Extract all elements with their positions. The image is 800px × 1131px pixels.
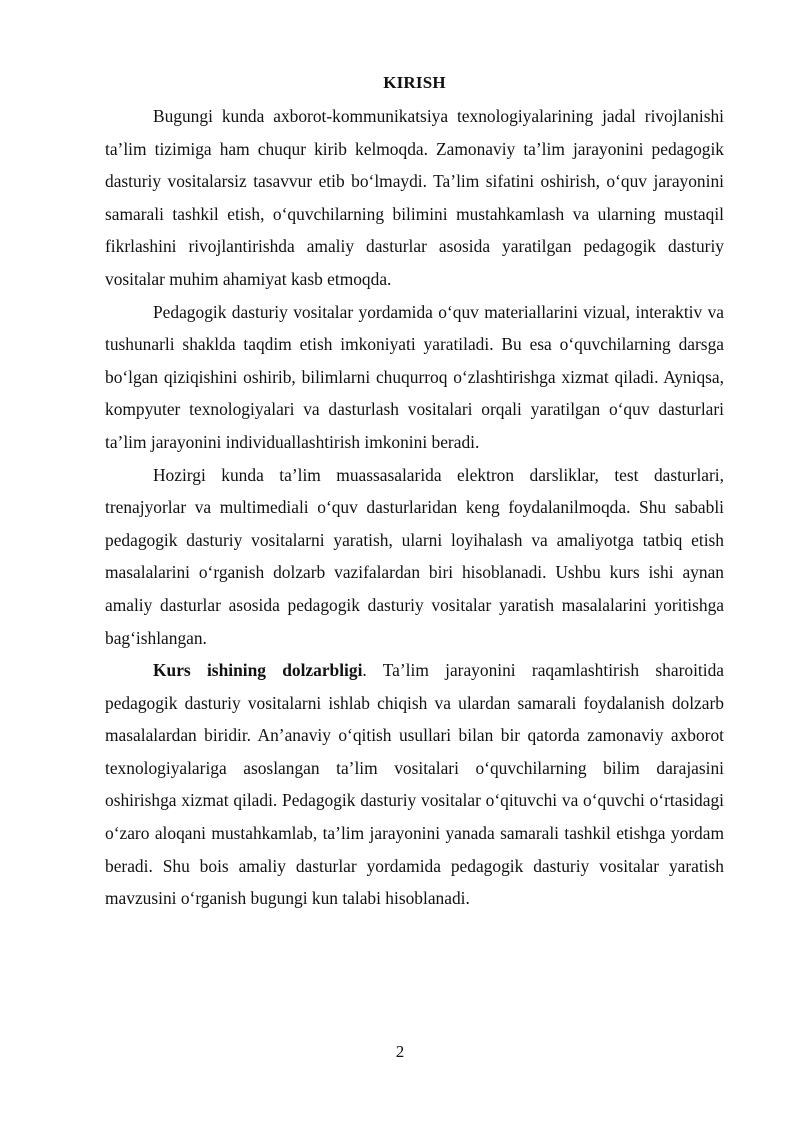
paragraph-4: [105, 654, 724, 915]
paragraph-4-body: . Ta’lim jarayonini raqamlashtirish sharoitida pedagogik dasturiy vositalarni ishlab chiqish va ulardan samarali foydalanish dolzarb masalalardan biridir. An’anaviy o‘qitish usullari bilan bir qatorda zamonaviy axborot texnologiyalariga asoslangan ta’lim vositalari o‘quvchilarning bilim darajasini oshirishga xizmat qiladi. Pedagogik dasturiy vositalar o‘qituvchi va o‘quvchi o‘rtasidagi o‘zaro aloqani mustahkamlab, ta’lim jarayonini yanada samarali tashkil etishga yordam beradi. Shu bois amaliy dasturlar yordamida pedagogik dasturiy vositalar yaratish mavzusini o‘rganish bugungi kun talabi hisoblanadi.: [105, 660, 724, 909]
paragraph-2: Pedagogik dasturiy vositalar yordamida o‘quv materiallarini vizual, interaktiv va tushunarli shaklda taqdim etish imkoniyati yaratiladi. Bu esa o‘quvchilarning darsga bo‘lgan qiziqishini oshirib, bilimlarni chuqurroq o‘zlashtirishga xizmat qiladi. Ayniqsa, kompyuter texnologiyalari va dasturlash vositalari orqali yaratilgan o‘quv dasturlari ta’lim jarayonini individuallashtirish imkonini beradi.: [105, 301, 724, 452]
paragraph-lead-phrase: Kurs ishining dolzarbligi: [153, 660, 363, 681]
paragraph-3: Hozirgi kunda ta’lim muassasalarida elektron darsliklar, test dasturlari, trenajyorlar va multimediali o‘quv dasturlaridan keng foydalanilmoqda. Shu sababli pedagogik dasturiy vositalarni yaratish, ularni loyihalash va amaliyotga tatbiq etish masalalarini o‘rganish dolzarb vazifalardan biri hisoblanadi. Ushbu kurs ishi aynan amaliy dasturlar asosida pedagogik dasturiy vositalar yaratish masalalarini yoritishga bag‘ishlangan.: [105, 464, 724, 648]
section-heading: KIRISH: [383, 73, 446, 92]
paragraph-1: Bugungi kunda axborot-kommunikatsiya texnologiyalarining jadal rivojlanishi ta’lim tizimiga ham chuqur kirib kelmoqda. Zamonaviy ta’lim jarayonini pedagogik dasturiy vositalarsiz tasavvur etib bo‘lmaydi. Ta’lim sifatini oshirish, o‘quv jarayonini samarali tashkil etish, o‘quvchilarning bilimini mustahkamlash va ularning mustaqil fikrlashini rivojlantirishda amaliy dasturlar asosida yaratilgan pedagogik dasturiy vositalar muhim ahamiyat kasb etmoqda.: [105, 106, 724, 289]
page-number: 2: [395, 1042, 405, 1061]
document-page: [105, 72, 724, 915]
